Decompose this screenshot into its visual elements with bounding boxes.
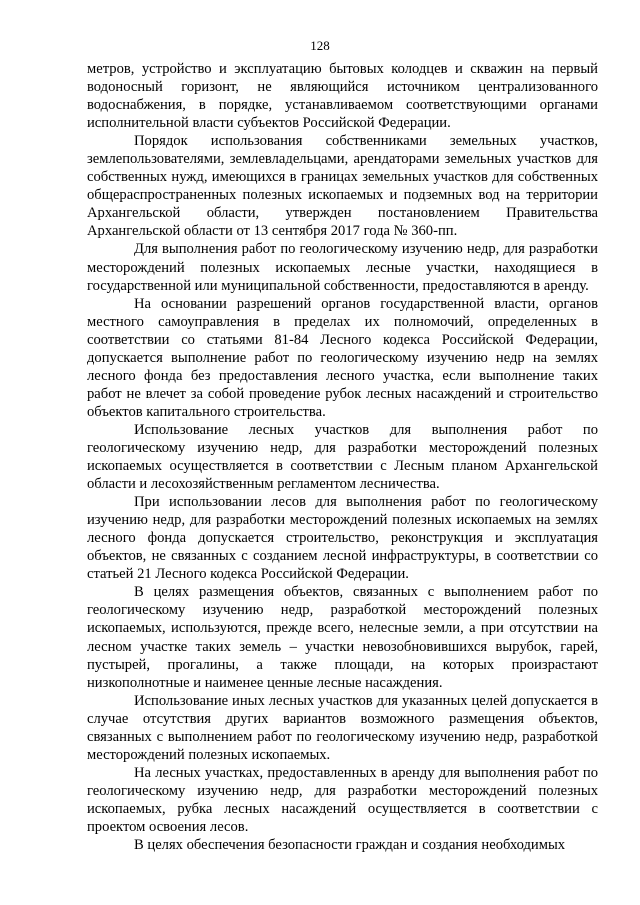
paragraph-10: В целях обеспечения безопасности граждан и создания необходимых xyxy=(134,837,566,854)
paragraph-4: На основании разрешений органов государственной власти, органов местного самоуправления в пределах их полномочий, определенных в соответствии со статьями 81-84 Лесного кодекса Российской Федерации, допускается выполнение работ по геологическому изучению недр на землях лесного фонда без предоставления лесного участка, если выполнение таких работ не влечет за собой проведение рубок лесных насаждений и строительство объектов капитального строительства. xyxy=(87,295,598,420)
page-number: 128 xyxy=(310,38,330,53)
paragraph-2: Порядок использования собственниками земельных участков, землепользователями, землевладельцами, арендаторами земельных участков для собственных нужд, имеющихся в границах земельных участков для собственных общераспространенных полезных ископаемых и подземных вод на территории Архангельской области, утвержден постановлением Правительства Архангельской области от 13 сентября 2017 года № 360-пп. xyxy=(87,133,598,240)
paragraph-9: На лесных участках, предоставленных в аренду для выполнения работ по геологическому изучению недр, для разработки месторождений полезных ископаемых, рубка лесных насаждений осуществляется в соответствии с проектом освоения лесов. xyxy=(87,764,598,835)
paragraph-1: метров, устройство и эксплуатацию бытовых колодцев и скважин на первый водоносный горизонт, не являющийся источником централизованного водоснабжения, в порядке, устанавливаемом соответствующими органами исполнительной власти субъектов Российской Федерации. xyxy=(87,61,598,132)
paragraph-6: При использовании лесов для выполнения работ по геологическому изучению недр, для разработки месторождений полезных ископаемых на землях лесного фонда допускается строительство, реконструкция и эксплуатация объектов, не связанных с созданием лесной инфраструктуры, в соответствии со статьей 21 Лесного кодекса Российской Федерации. xyxy=(87,494,598,583)
document-body xyxy=(87,60,598,854)
paragraph-5: Использование лесных участков для выполнения работ по геологическому изучению недр, для разработки месторождений полезных ископаемых осуществляется в соответствии с Лесным планом Архангельской области и лесохозяйственным регламентом лесничества. xyxy=(87,421,598,493)
paragraph-3: Для выполнения работ по геологическому изучению недр, для разработки месторождений полезных ископаемых лесные участки, находящиеся в государственной или муниципальной собственности, предоставляются в аренду. xyxy=(87,241,598,294)
paragraph-8: Использование иных лесных участков для указанных целей допускается в случае отсутствия других вариантов возможного размещения объектов, связанных с выполнением работ по геологическому изучению недр, разработкой месторождений полезных ископаемых. xyxy=(87,692,598,763)
paragraph-7: В целях размещения объектов, связанных с выполнением работ по геологическому изучению недр, разработкой месторождений полезных ископаемых, используются, прежде всего, нелесные земли, а при отсутствии на лесном участке таких земель – участки невозобновившихся вырубок, гарей, пустырей, прогалины, а также площади, на которых произрастают низкополнотные и наименее ценные лесные насаждения. xyxy=(87,584,598,691)
